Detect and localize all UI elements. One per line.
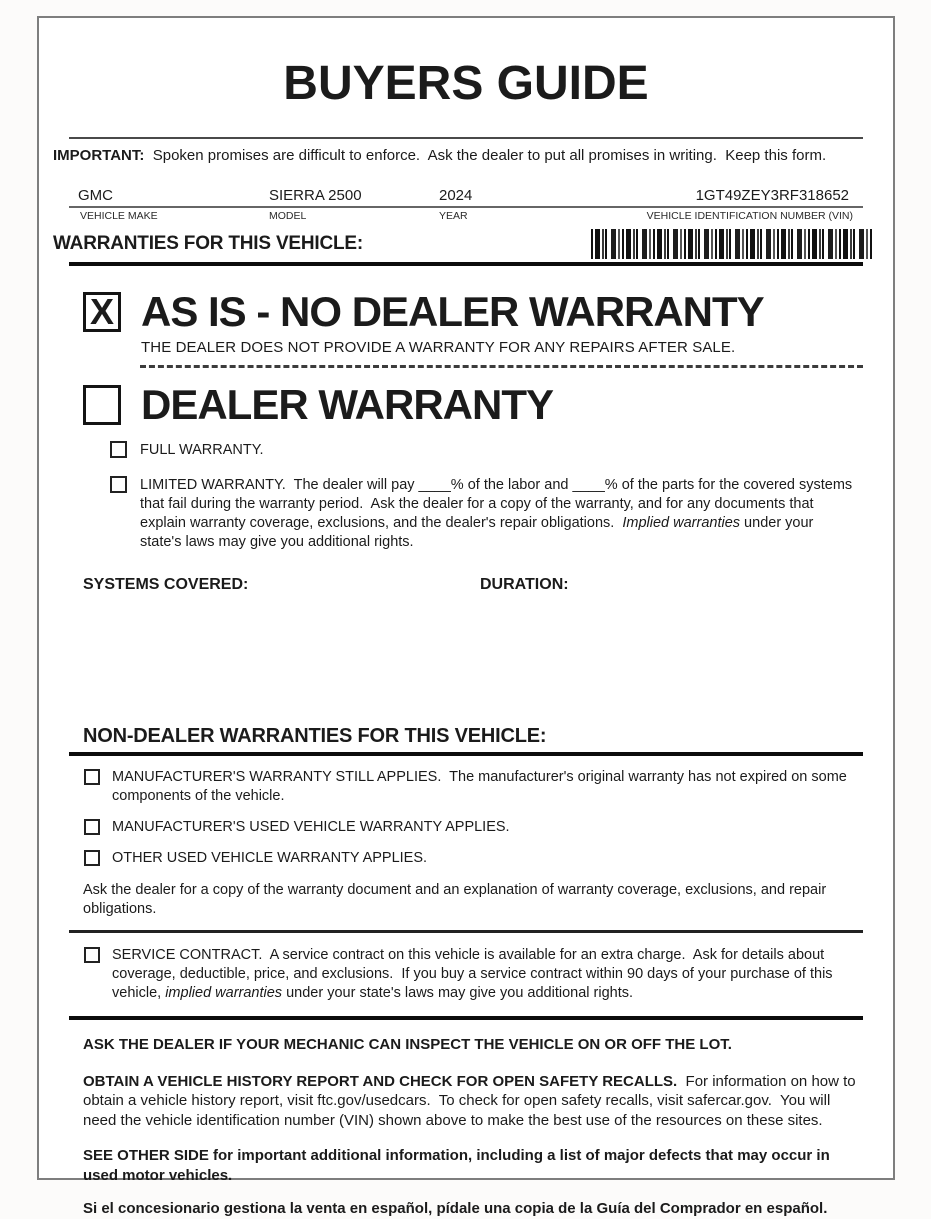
non-dealer-heading: NON-DEALER WARRANTIES FOR THIS VEHICLE: — [83, 725, 547, 747]
see-other-side-notice: SEE OTHER SIDE for important additional information, including a list of major defects that may occur in used motor vehicles. — [83, 1147, 834, 1184]
vehicle-model-label: MODEL — [269, 210, 307, 222]
limited-warranty-text — [140, 476, 855, 552]
history-report-notice — [69, 1072, 860, 1131]
divider — [69, 137, 863, 139]
important-notice — [39, 147, 893, 165]
other-used-warranty-checkbox[interactable] — [84, 850, 100, 866]
dealer-warranty-heading: DEALER WARRANTY — [141, 381, 553, 428]
limited-warranty-lead: LIMITED WARRANTY. The dealer will pay ____% of the labor and ____% of the parts for the covered systems that fail during the warranty period. Ask the dealer for a copy of the warranty, and for any documents that explain warranty coverage, exclusions, and the dealer's repair obligations. — [140, 477, 857, 531]
inspect-notice: ASK THE DEALER IF YOUR MECHANIC CAN INSPECT THE VEHICLE ON OR OFF THE LOT. — [83, 1036, 732, 1053]
as-is-checkbox[interactable]: X — [83, 292, 121, 332]
service-contract-checkbox[interactable] — [84, 947, 100, 963]
limited-warranty-italic: Implied warranties — [622, 515, 741, 531]
divider-thick — [69, 1016, 863, 1020]
full-warranty-label: FULL WARRANTY. — [140, 442, 264, 458]
manufacturers-warranty-checkbox[interactable] — [84, 769, 100, 785]
divider-medium — [69, 930, 863, 933]
vehicle-model-value: SIERRA 2500 — [269, 187, 362, 204]
vehicle-year-label: YEAR — [439, 210, 468, 222]
limited-warranty-checkbox[interactable] — [110, 476, 127, 493]
manufacturers-warranty-item — [84, 768, 855, 806]
vehicle-info-values — [39, 187, 893, 204]
systems-covered-label: SYSTEMS COVERED: — [83, 576, 249, 593]
limited-warranty-item — [110, 476, 855, 552]
dealer-warranty-section — [83, 383, 863, 427]
limited-warranty-tail: under your state's laws may give you additional rights. — [140, 515, 818, 550]
service-contract-item — [84, 946, 855, 1003]
vehicle-info-labels — [39, 210, 893, 222]
divider-thick — [69, 262, 863, 266]
history-report-text: For information on how to obtain a vehicle history report, visit ftc.gov/usedcars. To check for open safety recalls, visit safercar.gov. You will need the vehicle identification number (VIN) shown above to make the best use of the resources on these sites. — [83, 1072, 860, 1129]
service-contract-tail: under your state's laws may give you additional rights. — [282, 985, 634, 1001]
important-text: Spoken promises are difficult to enforce. Ask the dealer to put all promises in writing. Keep this form. — [144, 147, 827, 164]
vin-barcode-icon — [591, 229, 873, 259]
warranty-document-note: Ask the dealer for a copy of the warranty document and an explanation of warranty coverage, exclusions, and repair obligations. — [83, 882, 827, 917]
vehicle-make-label: VEHICLE MAKE — [80, 210, 158, 222]
as-is-subtext: THE DEALER DOES NOT PROVIDE A WARRANTY FOR ANY REPAIRS AFTER SALE. — [141, 339, 736, 356]
duration-label: DURATION: — [480, 576, 569, 593]
systems-duration-row — [83, 576, 863, 594]
vehicle-make-value: GMC — [78, 187, 113, 204]
manufacturers-used-warranty-checkbox[interactable] — [84, 819, 100, 835]
warranties-heading-row — [39, 229, 893, 259]
as-is-section — [83, 290, 863, 334]
full-warranty-checkbox[interactable] — [110, 441, 127, 458]
dealer-warranty-checkbox[interactable] — [83, 385, 121, 425]
vehicle-vin-label: VEHICLE IDENTIFICATION NUMBER (VIN) — [646, 210, 853, 222]
history-report-lead: OBTAIN A VEHICLE HISTORY REPORT AND CHECK FOR OPEN SAFETY RECALLS. — [83, 1072, 678, 1090]
other-used-warranty-text: OTHER USED VEHICLE WARRANTY APPLIES. — [112, 850, 428, 866]
vehicle-year-value: 2024 — [439, 187, 473, 204]
warranties-heading: WARRANTIES FOR THIS VEHICLE: — [53, 233, 364, 254]
service-contract-text — [112, 946, 855, 1003]
other-used-warranty-item — [84, 849, 855, 868]
dashed-divider — [140, 365, 863, 368]
as-is-heading: AS IS - NO DEALER WARRANTY — [141, 288, 764, 335]
important-label: IMPORTANT: — [53, 147, 145, 164]
blank-writing-area — [39, 594, 893, 725]
buyers-guide-form — [37, 16, 895, 1217]
divider-thick — [69, 752, 863, 756]
page-title: BUYERS GUIDE — [283, 57, 649, 110]
spanish-notice: Si el concesionario gestiona la venta en español, pídale una copia de la Guía del Comprador en español. — [83, 1200, 828, 1217]
vehicle-vin-value: 1GT49ZEY3RF318652 — [695, 187, 849, 204]
service-contract-lead: SERVICE CONTRACT. A service contract on this vehicle is available for an extra charge. Ask for details about coverage, deductible, price, and exclusions. If you buy a service contract within 90 days of your purchase of this vehicle, — [112, 947, 837, 1001]
manufacturers-warranty-text: MANUFACTURER'S WARRANTY STILL APPLIES. The manufacturer's original warranty has not expired on some components of the vehicle. — [112, 769, 851, 804]
full-warranty-item — [110, 441, 855, 460]
manufacturers-used-warranty-item — [84, 818, 855, 837]
service-contract-italic: implied warranties — [165, 985, 283, 1001]
vehicle-fill-line — [69, 206, 863, 208]
manufacturers-used-warranty-text: MANUFACTURER'S USED VEHICLE WARRANTY APPLIES. — [112, 819, 510, 835]
